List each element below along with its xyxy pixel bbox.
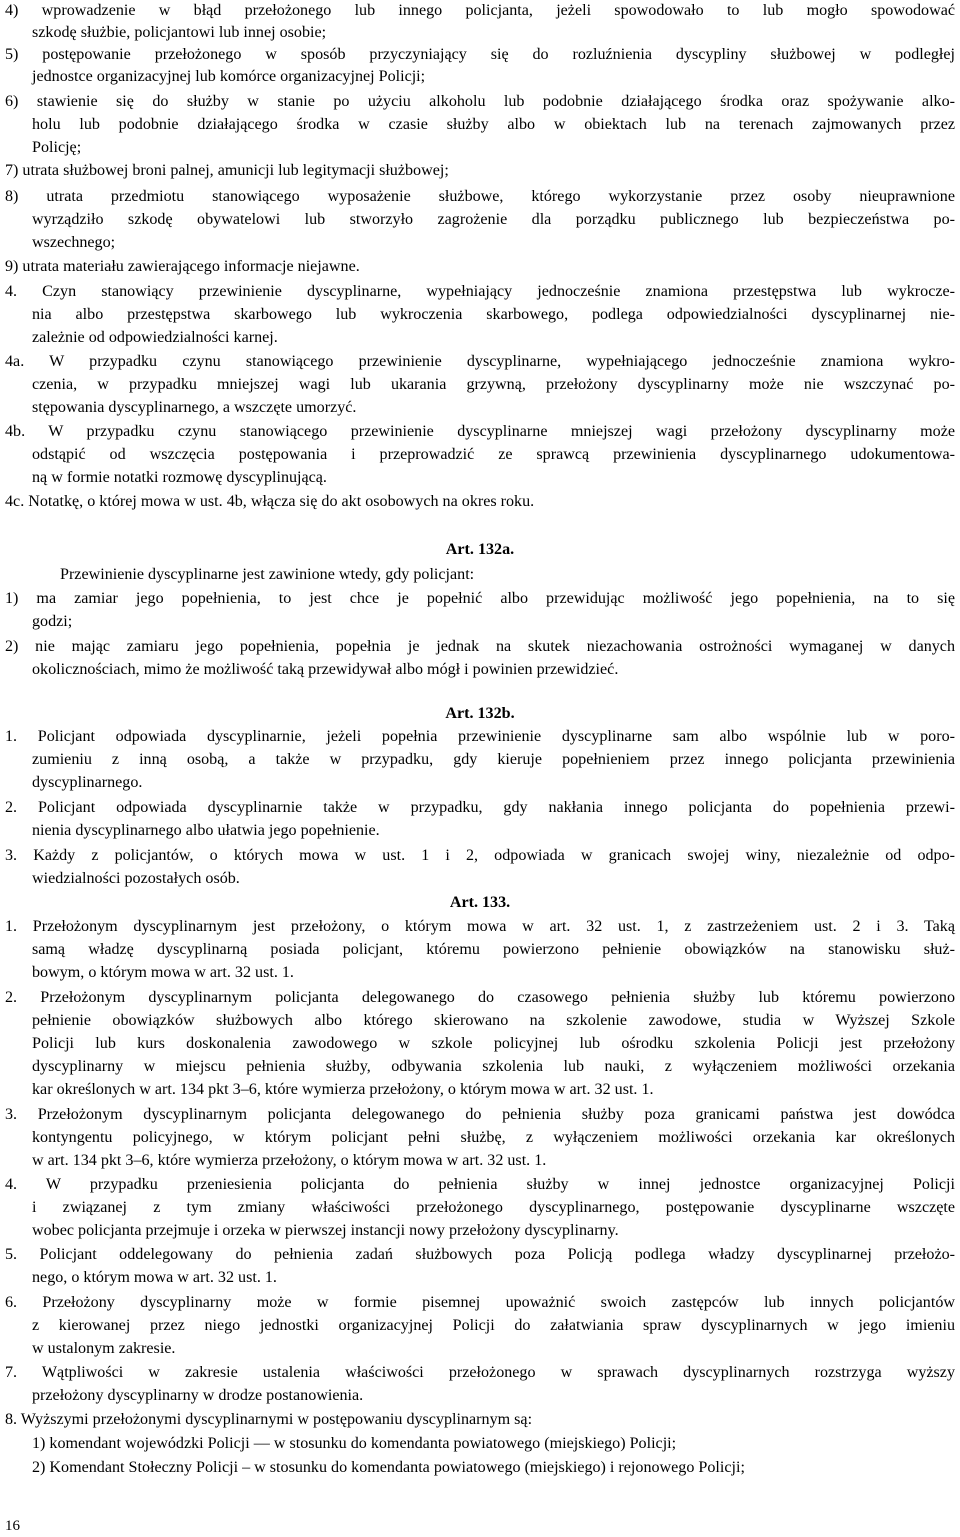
text-line: w ustalonym zakresie.	[32, 1340, 176, 1357]
text-line: 4. W przypadku przeniesienia policjanta do pełnienia służby w innej jednostce organizacyjnej Policji	[5, 1176, 955, 1193]
text-line: nienia dyscyplinarnego albo ułatwia jego popełnienie.	[32, 822, 380, 839]
text-line: odstąpić od wszczęcia postępowania i przeprowadzić ze sprawcą przewinienia dyscyplinarnego udokumentowa-	[32, 446, 955, 463]
text-line: z kierowanej przez niego jednostki organizacyjnej Policji do załatwiania spraw dyscyplinarnych w jego imieniu	[32, 1317, 955, 1334]
text-line: 1) ma zamiar jego popełnienia, to jest chce je popełnić albo przewidując możliwość jego popełnienia, na to się	[5, 590, 955, 607]
text-line: 1) komendant wojewódzki Policji — w stosunku do komendanta powiatowego (miejskiego) Policji;	[32, 1435, 677, 1452]
text-line: 6) stawienie się do służby w stanie po użyciu alkoholu lub podobnie działającego środka oraz spożywanie alko-	[5, 93, 955, 110]
text-line: Policję;	[32, 139, 82, 156]
page-number: 16	[5, 1518, 20, 1534]
text-line: 5. Policjant oddelegowany do pełnienia zadań służbowych poza Policją podlega władzy dyscyplinarnej przełożo-	[5, 1246, 955, 1263]
text-line: 1. Policjant odpowiada dyscyplinarnie, jeżeli popełnia przewinienie dyscyplinarne sam albo wspólnie lub w poro-	[5, 728, 955, 745]
text-line: wobec policjanta przejmuje i orzeka w pierwszej instancji nowy przełożony dyscyplinarny.	[32, 1222, 619, 1239]
article-heading: Art. 133.	[449, 894, 511, 911]
text-line: kar określonych w art. 134 pkt 3–6, które wymierza przełożony, o którym mowa w art. 32 ust. 1.	[32, 1081, 654, 1098]
text-line: Przewinienie dyscyplinarne jest zawinione wtedy, gdy policjant:	[60, 566, 475, 583]
text-line: 7) utrata służbowej broni palnej, amunicji lub legitymacji służbowej;	[5, 162, 449, 179]
text-line: dyscyplinarny w miejscu pełnienia służby, odbywania szkolenia lub nauki, z wyłączeniem możliwości orzekania	[32, 1058, 955, 1075]
text-line: 3. Przełożonym dyscyplinarnym policjanta delegowanego do pełnienia służby poza granicami państwa jest dowódca	[5, 1106, 955, 1123]
text-line: 3. Każdy z policjantów, o których mowa w ust. 1 i 2, odpowiada w granicach swojej winy, niezależnie od odpo-	[5, 847, 955, 864]
text-line: w art. 134 pkt 3–6, które wymierza przełożony, o którym mowa w art. 32 ust. 1.	[32, 1152, 547, 1169]
text-line: przełożony dyscyplinarny w drodze postanowienia.	[32, 1387, 364, 1404]
text-line: nego, o którym mowa w art. 32 ust. 1.	[32, 1269, 277, 1286]
text-line: godzi;	[32, 613, 73, 630]
text-line: stępowania dyscyplinarnego, a wszczęte umorzyć.	[32, 399, 357, 416]
text-line: 4) wprowadzenie w błąd przełożonego lub innego policjanta, jeżeli spowodowało to lub mogło spowodować	[5, 2, 955, 19]
text-line: nia albo przestępstwa skarbowego lub wykroczenia skarbowego, podlega odpowiedzialności dyscyplinarnej nie-	[32, 306, 955, 323]
text-line: 4a. W przypadku czynu stanowiącego przewinienie dyscyplinarne, wypełniającego jednocześnie znamiona wykro-	[5, 353, 955, 370]
text-line: zumieniu z inną osobą, a także w przypadku, gdy kieruje popełnieniem przez innego policjanta przewinienia	[32, 751, 955, 768]
text-line: i związanej z tym zmiany właściwości przełożonego dyscyplinarnego, postępowanie dyscyplinarne wszczęte	[32, 1199, 955, 1216]
text-line: jednostce organizacyjnej lub komórce organizacyjnej Policji;	[32, 68, 426, 85]
text-line: zależnie od odpowiedzialności karnej.	[32, 329, 278, 346]
text-line: 2. Policjant odpowiada dyscyplinarnie także w przypadku, gdy nakłania innego policjanta do popełnienia przewi-	[5, 799, 955, 816]
text-line: 4b. W przypadku czynu stanowiącego przewinienie dyscyplinarne mniejszej wagi przełożony dyscyplinarny może	[5, 423, 955, 440]
text-line: 2) Komendant Stołeczny Policji – w stosunku do komendanta powiatowego (miejskiego) i rejonowego Policji;	[32, 1459, 745, 1476]
text-line: 7. Wątpliwości w zakresie ustalenia właściwości przełożonego w sprawach dyscyplinarnych rozstrzyga wyższy	[5, 1364, 955, 1381]
text-line: wszechnego;	[32, 234, 116, 251]
text-line: 4c. Notatkę, o której mowa w ust. 4b, włącza się do akt osobowych na okres roku.	[5, 493, 535, 510]
text-line: kontyngentu policyjnego, w którym policjant pełni służbę, z wyłączeniem możliwości orzekania kar określonych	[32, 1129, 955, 1146]
text-line: 2. Przełożonym dyscyplinarnym policjanta delegowanego do czasowego pełnienia służby lub któremu powierzono	[5, 989, 955, 1006]
text-line: bowym, o którym mowa w art. 32 ust. 1.	[32, 964, 294, 981]
text-line: szkodę służbie, policjantowi lub innej osobie;	[32, 24, 327, 41]
text-line: 1. Przełożonym dyscyplinarnym jest przełożony, o którym mowa w art. 32 ust. 1, z zastrzeżeniem ust. 2 i 3. Taką	[5, 918, 955, 935]
article-heading: Art. 132a.	[445, 541, 515, 558]
text-line: Policji lub kurs doskonalenia zawodowego w szkole policyjnej lub ośrodku szkolenia Policji jest przełożony	[32, 1035, 955, 1052]
text-line: wiedzialności pozostałych osób.	[32, 870, 240, 887]
text-line: samą władzę dyscyplinarną posiada policjant, któremu powierzono pełnienie obowiązków na stanowisku służ-	[32, 941, 955, 958]
text-line: wyrządziło szkodę obywatelowi lub stworzyło zagrożenie dla porządku publicznego lub bezpieczeństwa po-	[32, 211, 955, 228]
text-line: 8) utrata przedmiotu stanowiącego wyposażenie służbowe, którego wykorzystanie przez osoby nieuprawnione	[5, 188, 955, 205]
text-line: czenia, w przypadku mniejszej wagi lub ukarania grzywną, przełożony dyscyplinarny może nie wszczynać po-	[32, 376, 955, 393]
text-line: 8. Wyższymi przełożonymi dyscyplinarnymi w postępowaniu dyscyplinarnym są:	[5, 1411, 533, 1428]
text-line: dyscyplinarnego.	[32, 774, 143, 791]
text-line: 6. Przełożony dyscyplinarny może w formie pisemnej upoważnić swoich zastępców lub innych policjantów	[5, 1294, 955, 1311]
text-line: 5) postępowanie przełożonego w sposób przyczyniający się do rozluźnienia dyscypliny służbowej w podległej	[5, 46, 955, 63]
text-line: 2) nie mając zamiaru jego popełnienia, popełnia je jednak na skutek niezachowania ostrożności wymaganej w danych	[5, 638, 955, 655]
text-line: holu lub podobnie działającego środka w czasie służby albo w obiektach lub na terenach zajmowanych przez	[32, 116, 955, 133]
text-line: ną w formie notatki rozmowę dyscyplinującą.	[32, 469, 327, 486]
text-line: okolicznościach, mimo że możliwość taką przewidywał albo mógł i powinien przewidzieć.	[32, 661, 619, 678]
article-heading: Art. 132b.	[445, 705, 515, 722]
text-line: pełnienie obowiązków służbowych albo którego skierowano na szkolenie zawodowe, studia w Wyższej Szkole	[32, 1012, 955, 1029]
text-line: 9) utrata materiału zawierającego informacje niejawne.	[5, 258, 360, 275]
text-line: 4. Czyn stanowiący przewinienie dyscyplinarne, wypełniający jednocześnie znamiona przestępstwa lub wykrocze-	[5, 283, 955, 300]
